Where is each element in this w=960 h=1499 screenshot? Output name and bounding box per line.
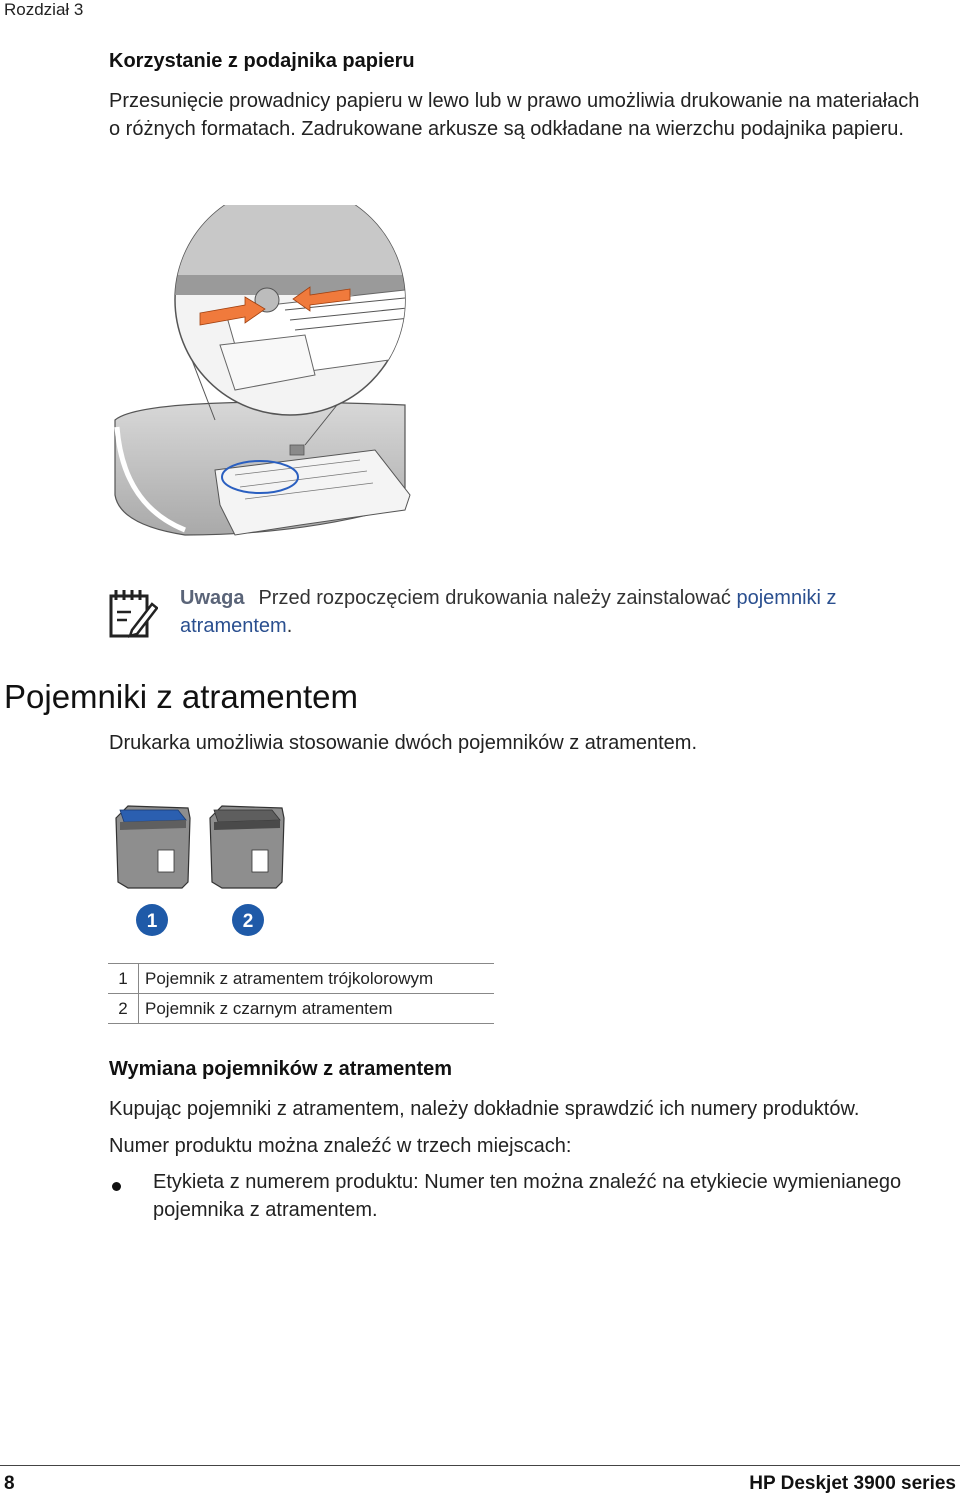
note-label: Uwaga xyxy=(180,587,245,609)
printer-illustration xyxy=(105,205,415,550)
list-item: Etykieta z numerem produktu: Numer ten można znaleźć na etykiecie wymienianego pojemnika z atramentem. xyxy=(153,1171,902,1221)
ink-cartridges-illustration xyxy=(108,798,308,946)
table-row xyxy=(108,994,494,1024)
callout-2-icon xyxy=(232,904,264,936)
note-body: Przed rozpoczęciem drukowania należy zainstalować xyxy=(258,587,737,609)
section-title-paper-tray: Korzystanie z podajnika papieru xyxy=(109,50,415,72)
table-row xyxy=(108,964,494,994)
section-title-replace-cartridges: Wymiana pojemników z atramentem xyxy=(109,1058,453,1080)
cartridge-legend-table xyxy=(108,963,494,1024)
chapter-header: Rozdział 3 xyxy=(4,0,84,19)
black-cartridge xyxy=(210,806,284,888)
callout-1-icon xyxy=(136,904,168,936)
product-name: HP Deskjet 3900 series xyxy=(749,1473,956,1494)
legend-label: Pojemnik z czarnym atramentem xyxy=(139,994,495,1024)
note-end: . xyxy=(286,615,293,637)
page-number: 8 xyxy=(4,1473,15,1494)
note-pencil-icon xyxy=(108,586,158,640)
note-text xyxy=(180,584,940,640)
replace-paragraph-1: Kupując pojemniki z atramentem, należy dokładnie sprawdzić ich numery produktów. xyxy=(109,1098,860,1120)
footer-divider xyxy=(0,1465,960,1466)
svg-text:1: 1 xyxy=(146,911,158,932)
legend-number: 1 xyxy=(108,964,139,994)
replace-paragraph-2: Numer produktu można znaleźć w trzech miejscach: xyxy=(109,1135,572,1157)
link-ink-cartridges[interactable]: pojemniki z atramentem xyxy=(180,587,837,637)
legend-label: Pojemnik z atramentem trójkolorowym xyxy=(139,964,495,994)
tricolor-cartridge xyxy=(116,806,190,888)
paper-tray-paragraph: Przesunięcie prowadnicy papieru w lewo lub w prawo umożliwia drukowanie na materiałach o różnych formatach. Zadrukowane arkusze są odkładane na wierzchu podajnika papieru. xyxy=(109,90,920,140)
svg-text:2: 2 xyxy=(242,911,254,932)
legend-number: 2 xyxy=(108,994,139,1024)
bullet-icon xyxy=(112,1182,121,1191)
ink-cartridges-intro: Drukarka umożliwia stosowanie dwóch pojemników z atramentem. xyxy=(109,732,698,754)
page-heading-ink-cartridges: Pojemniki z atramentem xyxy=(4,678,358,715)
